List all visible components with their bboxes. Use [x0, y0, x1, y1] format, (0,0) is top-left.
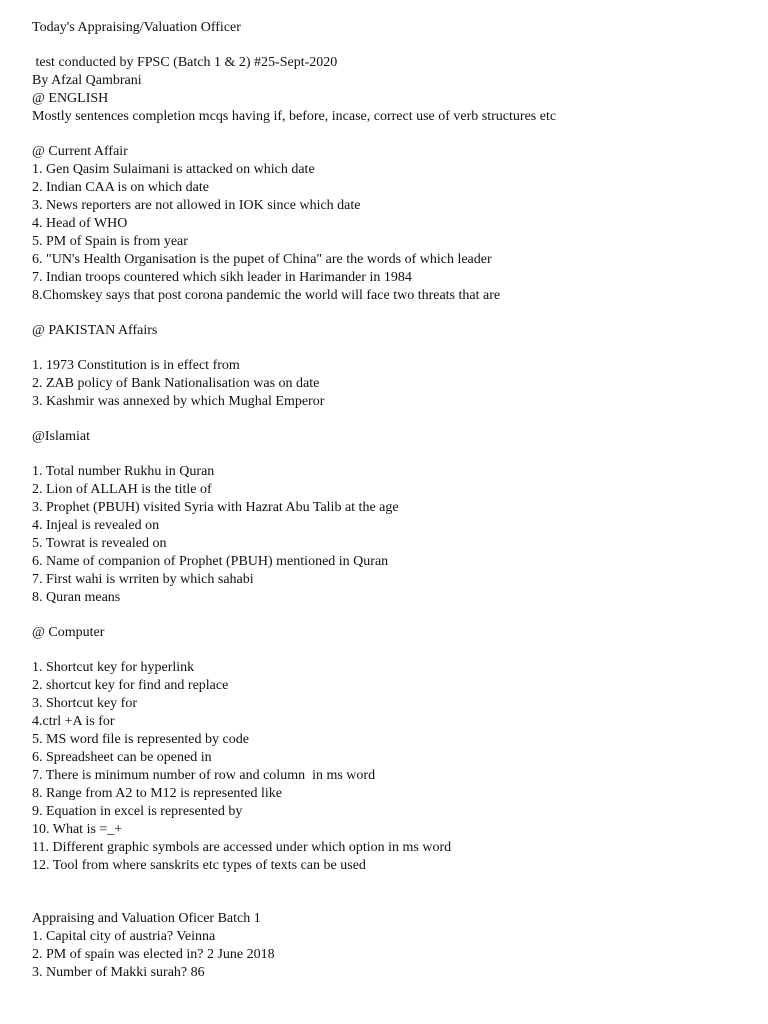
list-item: 6. Name of companion of Prophet (PBUH) mentioned in Quran [32, 554, 389, 569]
list-item: 2. shortcut key for find and replace [32, 678, 229, 693]
computer-heading: @ Computer [32, 625, 105, 640]
list-item: 12. Tool from where sanskrits etc types of texts can be used [32, 858, 366, 873]
document-title: Today's Appraising/Valuation Officer [32, 20, 241, 35]
spacer [32, 411, 752, 428]
spacer [32, 340, 752, 357]
list-item: 8.Chomskey says that post corona pandemic the world will face two threats that are [32, 288, 501, 303]
list-item: 2. Indian CAA is on which date [32, 180, 209, 195]
list-item: 5. PM of Spain is from year [32, 234, 188, 249]
spacer [32, 37, 752, 54]
spacer [32, 126, 752, 143]
list-item: 1. Capital city of austria? Veinna [32, 929, 216, 944]
list-item: 4. Injeal is revealed on [32, 518, 160, 533]
list-item: 1. Total number Rukhu in Quran [32, 464, 215, 479]
document-author: By Afzal Qambrani [32, 73, 142, 88]
list-item: 8. Range from A2 to M12 is represented like [32, 786, 283, 801]
islamiat-heading: @Islamiat [32, 429, 90, 444]
list-item: 1. Gen Qasim Sulaimani is attacked on which date [32, 162, 315, 177]
english-heading: @ ENGLISH [32, 91, 109, 106]
list-item: 7. There is minimum number of row and column in ms word [32, 768, 376, 783]
current-affair-heading: @ Current Affair [32, 144, 128, 159]
list-item: 4.ctrl +A is for [32, 714, 115, 729]
list-item: 1. Shortcut key for hyperlink [32, 660, 195, 675]
list-item: 3. News reporters are not allowed in IOK since which date [32, 198, 361, 213]
spacer [32, 446, 752, 463]
list-item: 7. Indian troops countered which sikh leader in Harimander in 1984 [32, 270, 412, 285]
list-item: 1. 1973 Constitution is in effect from [32, 358, 240, 373]
spacer [32, 642, 752, 659]
english-note: Mostly sentences completion mcqs having if, before, incase, correct use of verb structures etc [32, 109, 557, 124]
document-page [32, 19, 752, 982]
spacer [32, 607, 752, 624]
list-item: 3. Kashmir was annexed by which Mughal Emperor [32, 394, 325, 409]
spacer [32, 305, 752, 322]
list-item: 5. MS word file is represented by code [32, 732, 249, 747]
list-item: 7. First wahi is wrriten by which sahabi [32, 572, 254, 587]
spacer [32, 875, 752, 910]
list-item: 2. ZAB policy of Bank Nationalisation was on date [32, 376, 320, 391]
list-item: 6. Spreadsheet can be opened in [32, 750, 212, 765]
list-item: 6. "UN's Health Organisation is the pupet of China" are the words of which leader [32, 252, 492, 267]
pakistan-affairs-heading: @ PAKISTAN Affairs [32, 323, 158, 338]
batch1-heading: Appraising and Valuation Oficer Batch 1 [32, 911, 261, 926]
list-item: 3. Shortcut key for [32, 696, 137, 711]
document-subtitle: test conducted by FPSC (Batch 1 & 2) #25-Sept-2020 [32, 55, 338, 70]
list-item: 4. Head of WHO [32, 216, 128, 231]
list-item: 3. Prophet (PBUH) visited Syria with Hazrat Abu Talib at the age [32, 500, 399, 515]
list-item: 3. Number of Makki surah? 86 [32, 965, 205, 980]
list-item: 2. Lion of ALLAH is the title of [32, 482, 212, 497]
list-item: 9. Equation in excel is represented by [32, 804, 243, 819]
list-item: 10. What is =_+ [32, 822, 123, 837]
list-item: 5. Towrat is revealed on [32, 536, 167, 551]
list-item: 8. Quran means [32, 590, 121, 605]
list-item: 2. PM of spain was elected in? 2 June 2018 [32, 947, 275, 962]
list-item: 11. Different graphic symbols are accessed under which option in ms word [32, 840, 452, 855]
